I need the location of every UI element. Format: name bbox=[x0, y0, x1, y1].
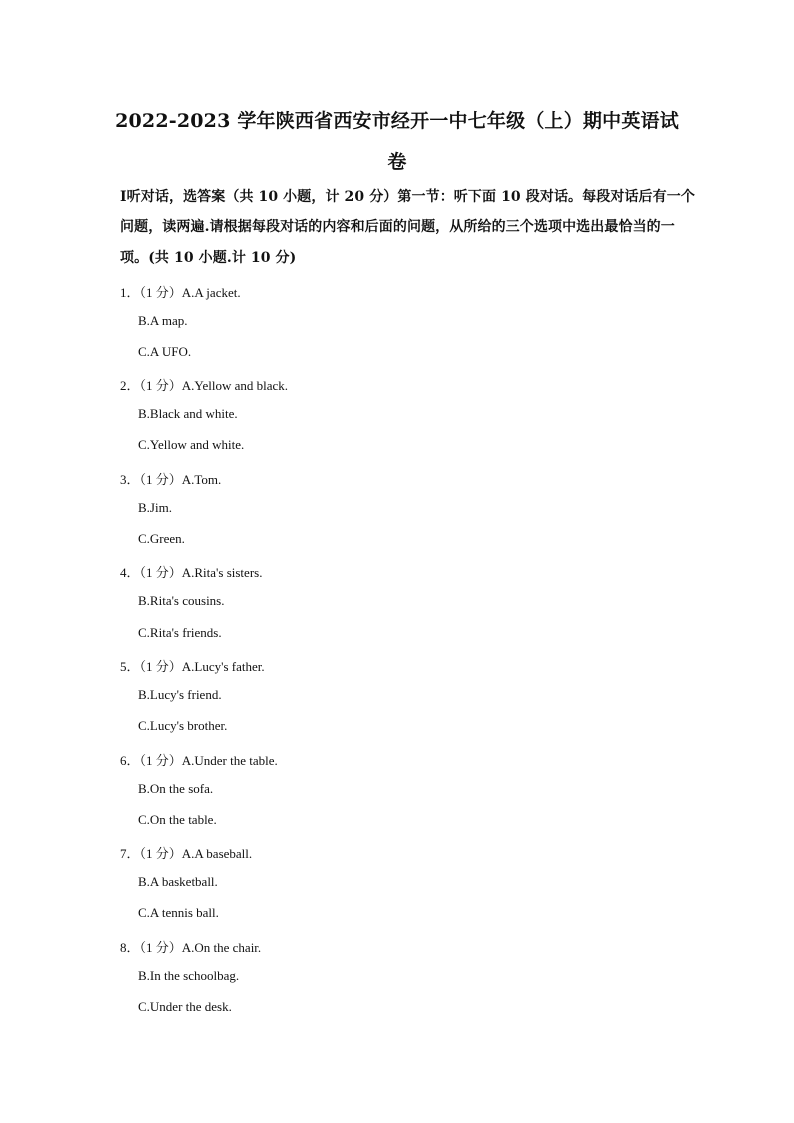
question-6-option-b: B.On the sofa. bbox=[138, 781, 214, 796]
question-6-option-c: C.On the table. bbox=[138, 812, 217, 827]
question-2-stem: 2．（1 分）A.Yellow and black. bbox=[120, 378, 289, 393]
question-4-option-c: C.Rita's friends. bbox=[138, 625, 222, 640]
section-intro-line-1: I听对话，选答案（共 10 小题，计 20 分）第一节：听下面 10 段对话。每段对话后有一个 bbox=[120, 189, 695, 205]
section-intro-line-3: 项。(共 10 小题.计 10 分) bbox=[120, 250, 297, 266]
question-4-option-b: B.Rita's cousins. bbox=[138, 593, 225, 608]
question-7-option-b: B.A basketball. bbox=[138, 874, 218, 889]
question-2-option-b: B.Black and white. bbox=[138, 406, 238, 421]
question-3-option-c: C.Green. bbox=[138, 531, 185, 546]
exam-title-line-1: 2022-2023 学年陕西省西安市经开一中七年级（上）期中英语试 bbox=[115, 110, 679, 132]
question-5-option-c: C.Lucy's brother. bbox=[138, 718, 228, 733]
question-8-stem: 8．（1 分）A.On the chair. bbox=[120, 940, 262, 955]
exam-title-line-2: 卷 bbox=[387, 151, 407, 173]
question-2-option-c: C.Yellow and white. bbox=[138, 437, 245, 452]
question-4-stem: 4．（1 分）A.Rita's sisters. bbox=[120, 565, 263, 580]
question-8-option-b: B.In the schoolbag. bbox=[138, 968, 240, 983]
question-3-option-b: B.Jim. bbox=[138, 500, 172, 515]
question-7-option-c: C.A tennis ball. bbox=[138, 905, 219, 920]
question-6-stem: 6．（1 分）A.Under the table. bbox=[120, 753, 278, 768]
section-intro-line-2: 问题，读两遍.请根据每段对话的内容和后面的问题，从所给的三个选项中选出最恰当的一 bbox=[120, 219, 675, 235]
question-1-option-b: B.A map. bbox=[138, 313, 188, 328]
question-1-stem: 1．（1 分）A.A jacket. bbox=[120, 285, 241, 300]
question-3-stem: 3．（1 分）A.Tom. bbox=[120, 472, 222, 487]
question-1-option-c: C.A UFO. bbox=[138, 344, 192, 359]
question-5-stem: 5．（1 分）A.Lucy's father. bbox=[120, 659, 265, 674]
question-7-stem: 7．（1 分）A.A baseball. bbox=[120, 846, 253, 861]
question-5-option-b: B.Lucy's friend. bbox=[138, 687, 222, 702]
question-8-option-c: C.Under the desk. bbox=[138, 999, 232, 1014]
